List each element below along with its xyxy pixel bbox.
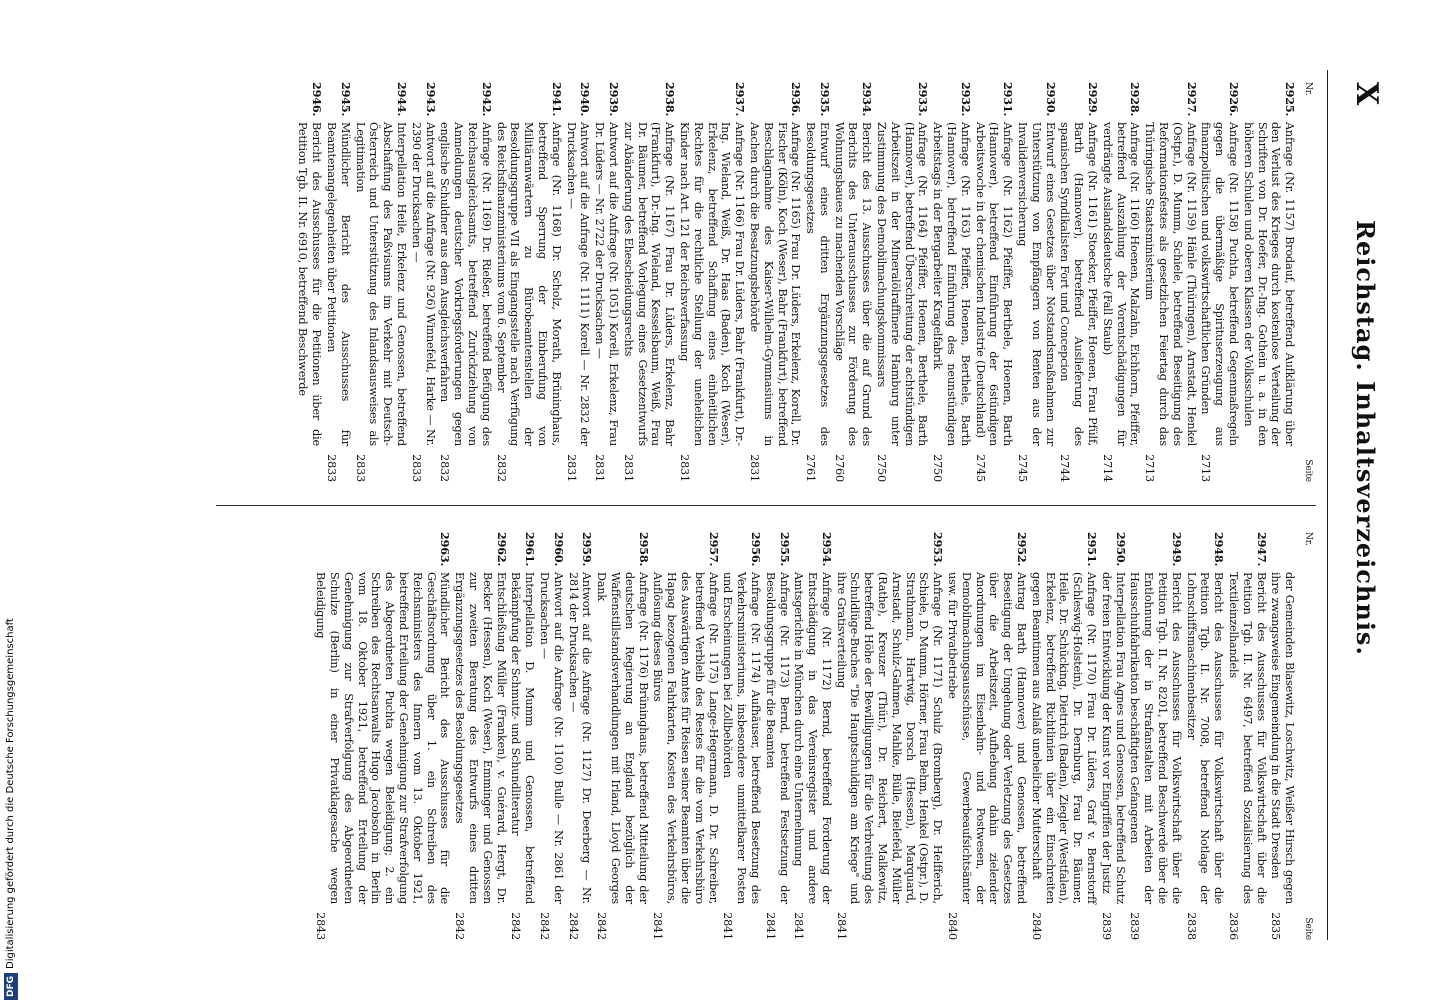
entry-text: Anfrage (Nr. 1157) Brodauf, betreffend Aufklärung über den Verlust des Krieges durch kostenlose Verteilung der Schriften von Dr. Hoefer, Dr.-Ing. Gothein u. a. in den höheren Schulen und oberen Klassen der Volksschulen (1241, 122, 1297, 446)
entry-number: 2952. (1015, 532, 1030, 567)
seite-header: Seite (1303, 917, 1313, 940)
entry-page: 2713 (1143, 454, 1157, 482)
page-title: Reichstag. Inhaltsverzeichnis. (1351, 220, 1380, 656)
entry-text: Entschließung Müller (Franken), v. Guérard, Hergt, Dr. Becker (Hessen), Koch (Weser), Emminger und Genossen zur zweiten Beratung des Entwurfs eines dritten Ergänzungsgesetzes des Besoldungsgesetzes (453, 572, 508, 904)
right-entry-list (313, 532, 1296, 940)
entry-page: 2831 (564, 454, 578, 482)
entry-number: 2946. (310, 82, 325, 117)
entry-text: Bericht des 13. Ausschusses über die auf Grund des Berichts des Unterausschusses zur Förderung des Wohnungsbaues zu machenden Vorschläge (832, 122, 874, 446)
header-rule (1327, 70, 1328, 940)
entry-page: 2841 (651, 912, 665, 940)
entry-page: 2745 (973, 454, 987, 482)
index-entry (747, 82, 802, 482)
entry-text: Anfrage (Nr. 1170) Frau Dr. Lüders, Graf v. Bernstorff (Schleswig-Holstein), Dr. Dernburg, Frau Dr. Bäumer, Heile, Dr. Schücking, Dietrich (Baden), Ziegler (Westfalen), Erkelenz, betreffend Richtlinien über ein Einschreiten gegen Beamtinnen aus Anlaß unehelicher Mutterschaft (1029, 572, 1099, 904)
entry-text: Interpellation Heile, Erkelenz und Genossen, betreffend Abschaffung des Paßvisums im Verkehr mit Deutsch-Österreich und Unterstützung des Inlandsausweises als Legitimation (353, 122, 408, 446)
entry-text: Entwurf eines dritten Ergänzungsgesetzes des Besoldungsgesetzes (804, 122, 831, 446)
entry-page: 2831 (621, 454, 635, 482)
entry-text: Antwort auf die Anfrage (Nr. 1100) Bulle — Nr. 2861 der Drucksachen — (537, 572, 565, 904)
index-entry (803, 82, 831, 482)
entry-page: 2836 (1227, 912, 1241, 940)
entry-text: Mündlicher Bericht des Ausschusses für Beamtenangelegenheiten über Petitionen (325, 122, 352, 446)
index-entry (566, 532, 594, 940)
nr-header: Nr. (1303, 82, 1313, 96)
column-divider (216, 505, 1316, 506)
entry-text: Anfrage (Nr. 1158) Puchta, betreffend Gegenmaßregeln gegen die übermäßige Spirituserzeugung aus finanzpolitischen und volkswirtschaftlichen Gründen (1199, 122, 1241, 446)
entry-page: 2831 (747, 454, 761, 482)
entry-number: 2957. (706, 532, 721, 567)
index-entry (537, 532, 565, 940)
index-entry (509, 532, 537, 940)
entry-text: Antwort auf die Anfrage (Nr. 1111) Korell — Nr. 2832 der Drucksachen — (564, 122, 592, 446)
entry-text: Anfrage (Nr. 1161) Stoecker, Pfeiffer, Hoenen, Frau Pfülf, Barth (Hannover), betreffend Auslieferung des spanischen Syndikalisten Fort und Concepcion (1058, 122, 1100, 446)
entry-text: Anfrage (Nr. 1171) Schulz (Bromberg), Dr. Helfferich, Schiele, D. Mumm, Hörner, Frau Behm, Henkel (Ostpr.), D. Strathmann, Hartwig, Dorsch (Hessen), Marquard, Arnstadt, Schulz-Gahmen, Mahlke, Bülle, Bielefeld, Müller (Rathe), Kreuzer (Thür.), Dr. Reichert, Malkewitz, betreffend Höhe der Bewilligungen für die Verbreitung des Schuldlüge-Buches "Die Hauptschuldigen am Kriege" und ihre Gratisverteilung (834, 572, 945, 904)
index-entry (564, 82, 592, 482)
entry-text: Bericht des Ausschusses für die Petitionen über die Petition Tgb. II. Nr. 6910, betreffend Beschwerde (296, 122, 324, 446)
entry-number: 2958. (636, 532, 651, 567)
entry-page: 2841 (763, 912, 777, 940)
index-entry (1058, 82, 1099, 482)
index-entry (874, 82, 929, 482)
entry-text: Entwurf eines Gesetzes über Notstandsmaßnahmen zur Unterstützung von Empfängern von Renten aus der Invalidenversicherung (1016, 122, 1057, 446)
entry-number: 2935. (817, 82, 832, 117)
entry-page: 2835 (1269, 912, 1283, 940)
index-entry (930, 82, 971, 482)
entry-page: 2713 (1199, 454, 1213, 482)
entry-text: Anfrage (Nr. 1168) Dr. Scholz, Morath, Brüninghaus, betreffend Sperrung der Einberufung von Militäranwärtern zu Bürobeamtenstellen der Besoldungsgruppe VII als Eingangsstelle nach Verfügung des Reichsfinanzministeriums vom 6. September (494, 122, 563, 446)
entry-number: 2956. (748, 532, 763, 567)
entry-page: 2842 (453, 912, 467, 940)
index-entry (1184, 532, 1225, 940)
index-entry (1226, 532, 1267, 940)
index-entry (792, 532, 833, 940)
entry-page: 2761 (804, 454, 818, 482)
entry-number: 2947. (1254, 532, 1269, 567)
index-entry (832, 82, 873, 482)
entry-text: Antwort auf die Anfrage (Nr. 1051) Korell, Erkelenz, Frau Dr. Lüders — Nr. 2722 der Drucksachen — (593, 122, 620, 446)
entry-text: Antrag Barth (Hannover) und Genossen, betreffend Beseitigung der Umgehung oder Verletzung des Gesetzes über die Arbeitszeit, Aufhebung dahin zielender Anordnungen im Eisenbahn- und Postwesen, der Demobilmachungsausschüsse, Gewerbeaufsichtsämter usw. für Privatbetriebe (946, 572, 1029, 904)
index-entry (594, 532, 649, 940)
index-entry (438, 82, 493, 482)
entry-text: Bericht des Ausschusses für Volkswirtschaft über die Petition Tgb. II. Nr. 7008, betreffend Notlage der Lohnschiffsmaschinenbesitzer (1184, 572, 1226, 904)
entry-number (1269, 532, 1297, 572)
index-entry (721, 532, 762, 940)
entry-text: Anfrage (Nr. 1166) Frau Dr. Lüders, Bahr (Frankfurt), Dr.-Ing. Wieland, Weiß, Dr. Haas (Baden), Koch (Weser), Erkelenz, betreffend Schaffung eines einheitlichen Rechtes für die rechtliche Stellung der unehelichen Kinder nach Art. 121 der Reichsverfassung (677, 122, 747, 446)
entry-text: Bericht des Ausschusses für Volkswirtschaft über die Petition Tgb. II. Nr. 8201, betreffend Beschwerde über die Entlohnung der in Strafanstalten mit Arbeiten der Hausschuhfabrikation beschäftigten Gefangenen (1128, 572, 1183, 904)
entry-text: Anfrage (Nr. 1173) Bernd, betreffend Festsetzung der Besoldungsgruppe für die Beamten (763, 572, 791, 904)
entry-number: 2941. (549, 82, 564, 117)
index-entry (1269, 532, 1297, 940)
entry-number: 2929. (1086, 82, 1101, 117)
index-entry (296, 82, 324, 482)
entry-number: 2955. (777, 532, 792, 567)
entry-text: Antwort auf die Anfrage (Nr. 926) Winnefeld, Harke — Nr. 2390 der Drucksachen — (409, 122, 437, 446)
entry-page: 2841 (721, 912, 735, 940)
entry-page: 2833 (353, 454, 367, 482)
entry-page: 2842 (509, 912, 523, 940)
entry-page: 2750 (875, 454, 889, 482)
entry-number: 2932. (958, 82, 973, 117)
entry-number: 2933. (916, 82, 931, 117)
entry-number: 2959. (580, 532, 595, 567)
index-entry (621, 82, 676, 482)
entry-page: 2842 (595, 912, 609, 940)
entry-number: 2951. (1085, 532, 1100, 567)
entry-text: Antwort auf die Anfrage (Nr. 1127) Dr. Deerberg — Nr. 2814 der Drucksachen — (566, 572, 594, 904)
entry-page: 2841 (834, 912, 848, 940)
entry-number: 2931. (1001, 82, 1016, 117)
entry-number: 2925. (1283, 82, 1298, 117)
entry-page: 2832 (494, 454, 508, 482)
entry-number: 2927. (1184, 82, 1199, 117)
page-roman-numeral: X (1349, 82, 1384, 106)
footer-text: Digitalisierung gefördert durch die Deutsche Forschungsgemeinschaft (5, 618, 16, 969)
entry-page: 2750 (931, 454, 945, 482)
entry-number: 2944. (395, 82, 409, 117)
entry-text: Anfrage (Nr. 1172) Bernd, betreffend Forderung der Entschädigung in das Vereinsregister und andere Amtsgerichte in München durch eine Unternehmung (792, 572, 833, 904)
entry-number: 2945. (338, 82, 353, 117)
index-entry (324, 82, 352, 482)
entry-text: Anfrage (Nr. 1169) Dr. Rießer, betreffend Befügung des Reichsausgleichsamts, betreffend Zurückziehung von Anmeldungen deutscher Vorkriegsforderungen gegen englische Schuldner aus dem Ausgleichsverfahren (438, 122, 493, 446)
entry-text: Anfrage (Nr. 1164) Pfeiffer, Hoenen, Berthele, Barth (Hannover), betreffend Überschreitung der achtstündigen Arbeitszeit in der Mineralölraffinerie Hamburg unter Zustimmung des Demobilmachungskommissars (875, 122, 930, 446)
entry-page: 2839 (1099, 912, 1113, 940)
entry-text: Anfrage (Nr. 1176) Brüninghaus, betreffend Mitteilung der deutschen Regierung an England bezüglich der Waffenstillstandsverhandlungen mit Irland, Lloyd Georges Dank (595, 572, 650, 904)
entry-text: der Gemeinden Blasewitz, Loschwitz, Weißer Hirsch gegen ihre zwangsweise Eingemeindung in die Stadt Dresden (1269, 572, 1297, 904)
left-column (295, 82, 1314, 482)
entry-page: 2843 (314, 912, 328, 940)
dfg-logo: DFG (4, 973, 18, 1000)
entry-page: 2841 (792, 912, 806, 940)
index-entry (1100, 82, 1141, 482)
index-entry (677, 82, 746, 482)
entry-text: Anfrage (Nr. 1163) Pfeiffer, Hoenen, Berthele, Barth (Hannover), betreffend Einführung des neunstündigen Arbeitstags in der Bergarbeiter Kragelfabrik (931, 122, 972, 446)
entry-number: 2954. (819, 532, 834, 567)
entry-page: 2745 (1016, 454, 1030, 482)
entry-text: Anfrage (Nr. 1160) Hoenen, Malzahn, Eichhorn, Pfeiffer, betreffend Auszahlung der Vorentschädigungen für verdrängte Auslandsdeutsche (Fall Staub) (1100, 122, 1142, 446)
entry-number: 2930. (1043, 82, 1058, 117)
entry-text: Anfrage (Nr. 1165) Frau Dr. Lüders, Erkelenz, Korell, Dr. Fischer (Köln), Koch (Weser), Bahr (Frankfurt), betreffend Beschlagnahme des Kaiser-Wilhelm-Gymnasiums in Aachen durch die Besatzungsbehörde (747, 122, 803, 446)
entry-page: 2842 (537, 912, 551, 940)
entry-page: 2833 (325, 454, 339, 482)
entry-number: 2960. (551, 532, 566, 567)
index-entry (1199, 82, 1240, 482)
entry-number: 2963. (438, 532, 453, 567)
entry-number: 2942. (479, 82, 494, 117)
entry-page: 2744 (1058, 454, 1072, 482)
right-column (312, 532, 1314, 940)
entry-number: 2939. (606, 82, 621, 117)
entry-page: 2760 (832, 454, 846, 482)
entry-number: 2928. (1128, 82, 1143, 117)
entry-page: 2831 (593, 454, 607, 482)
entry-page: 2840 (1029, 912, 1043, 940)
index-entry (651, 532, 720, 940)
right-column-header (1300, 532, 1314, 940)
entry-text: Anfrage (Nr. 1162) Pfeiffer, Berthele, Hoenen, Barth (Hannover), betreffend Einführung der 6stündigen Arbeitswoche in der chemischen Industrie (Deutschland) (973, 122, 1015, 446)
index-entry (1128, 532, 1183, 940)
index-entry (763, 532, 791, 940)
entry-number: 2937. (733, 82, 748, 117)
index-entry (945, 532, 1028, 940)
index-entry (973, 82, 1014, 482)
entry-page: 2833 (409, 454, 423, 482)
entry-number: 2934. (860, 82, 875, 117)
nr-header: Nr. (1303, 532, 1313, 546)
entry-text: Bericht des Ausschusses für Volkswirtschaft über die Petition Tgb. II. Nr. 6497, betreffend Sozialisierung des Textileinzelhandels (1227, 572, 1268, 904)
index-entry (409, 82, 437, 482)
entry-number: 2953. (931, 532, 946, 567)
entry-number: 2962. (494, 532, 509, 567)
entry-page: 2842 (566, 912, 580, 940)
index-entry (834, 532, 944, 940)
index-entry (452, 532, 507, 940)
left-column-header (1300, 82, 1314, 482)
entry-page: 2831 (677, 454, 691, 482)
entry-text: Anfrage (Nr. 1175) Lange-Hegermann, D. Dr. Schreiber, betreffend Verbleib des Restes für die vom Verkehrsbüro des Auswärtigen Amtes für Reisen seiner Beamten über die Hapag bezogenen Fahrkarten, Kosten des Verkehrsbüros, Auflösung dieses Büros (651, 572, 720, 904)
index-entry (353, 82, 408, 482)
entry-number: 2938. (663, 82, 678, 117)
index-entry (494, 82, 563, 482)
entry-page: 2839 (1128, 912, 1142, 940)
entry-number: 2948. (1212, 532, 1227, 567)
entry-number: 2943. (423, 82, 438, 117)
index-entry (592, 82, 620, 482)
entry-page: 2840 (946, 912, 960, 940)
seite-header: Seite (1303, 459, 1313, 482)
entry-number: 2940. (578, 82, 593, 117)
entry-page: 2838 (1184, 912, 1198, 940)
footer-credit (4, 0, 18, 1000)
entry-text: Interpellation Frau Agnes und Genossen, betreffend Schutz der freien Entwicklung der Kunst vor Eingriffen der Justiz (1099, 572, 1127, 904)
entry-page: 2832 (438, 454, 452, 482)
entry-number: 2926. (1227, 82, 1242, 117)
index-entry (1142, 82, 1197, 482)
entry-text: Anfrage (Nr. 1174) Aufhäuser, betreffend Besetzung des Verkehrsministeriums, insbesondere unmittelbarer Posten und Erscheinungen bei Zollbehörden (721, 572, 762, 904)
entry-number: 2936. (789, 82, 804, 117)
index-entry (1241, 82, 1296, 482)
entry-text: Anfrage (Nr. 1167) Frau Dr. Lüders, Erkelenz, Bahr (Frankfurt), Dr.-Ing. Wieland, Kesselsbaum, Weiß, Frau Dr. Bäumer, betreffend Vorlegung eines Gesetzentwurfs zur Abänderung des Ehescheidungsrechts (621, 122, 677, 446)
entry-text: Mündlicher Bericht des Ausschusses für die Geschäftsordnung über 1. ein Schreiben des Reichsministers des Innern vom 13. Oktober 1921, betreffend Erteilung der Genehmigung zur Strafverfolgung des Abgeordneten Puchta wegen Beleidigung; 2. ein Schreiben des Rechtsanwalts Hugo Jacobsohn in Berlin vom 18. Oktober 1921, betreffend Erteilung der Genehmigung zur Strafverfolgung des Abgeordneten Schulze (Berlin) in einer Privatklagesache wegen Beleidigung (314, 572, 452, 904)
index-entry (1015, 82, 1056, 482)
entry-number: 2961. (523, 532, 538, 567)
entry-page: 2714 (1100, 454, 1114, 482)
left-entry-list (296, 82, 1297, 482)
entry-number: 2949. (1169, 532, 1184, 567)
entry-text: Interpellation D. Mumm und Genossen, betreffend Bekämpfung der Schmutz- und Schundliteratur (509, 572, 537, 904)
index-entry (313, 532, 451, 940)
entry-number: 2950. (1113, 532, 1128, 567)
entry-text: Anfrage (Nr. 1159) Hänle (Thüringen), Arnstadt, Henkel (Ostpr.), D. Mumm, Schiele, betreffend Beseitigung des Reformationsfestes als gesetzlichen Feiertag durch das Thüringische Staatsministerium (1143, 122, 1198, 446)
index-entry (1029, 532, 1098, 940)
index-entry (1099, 532, 1127, 940)
